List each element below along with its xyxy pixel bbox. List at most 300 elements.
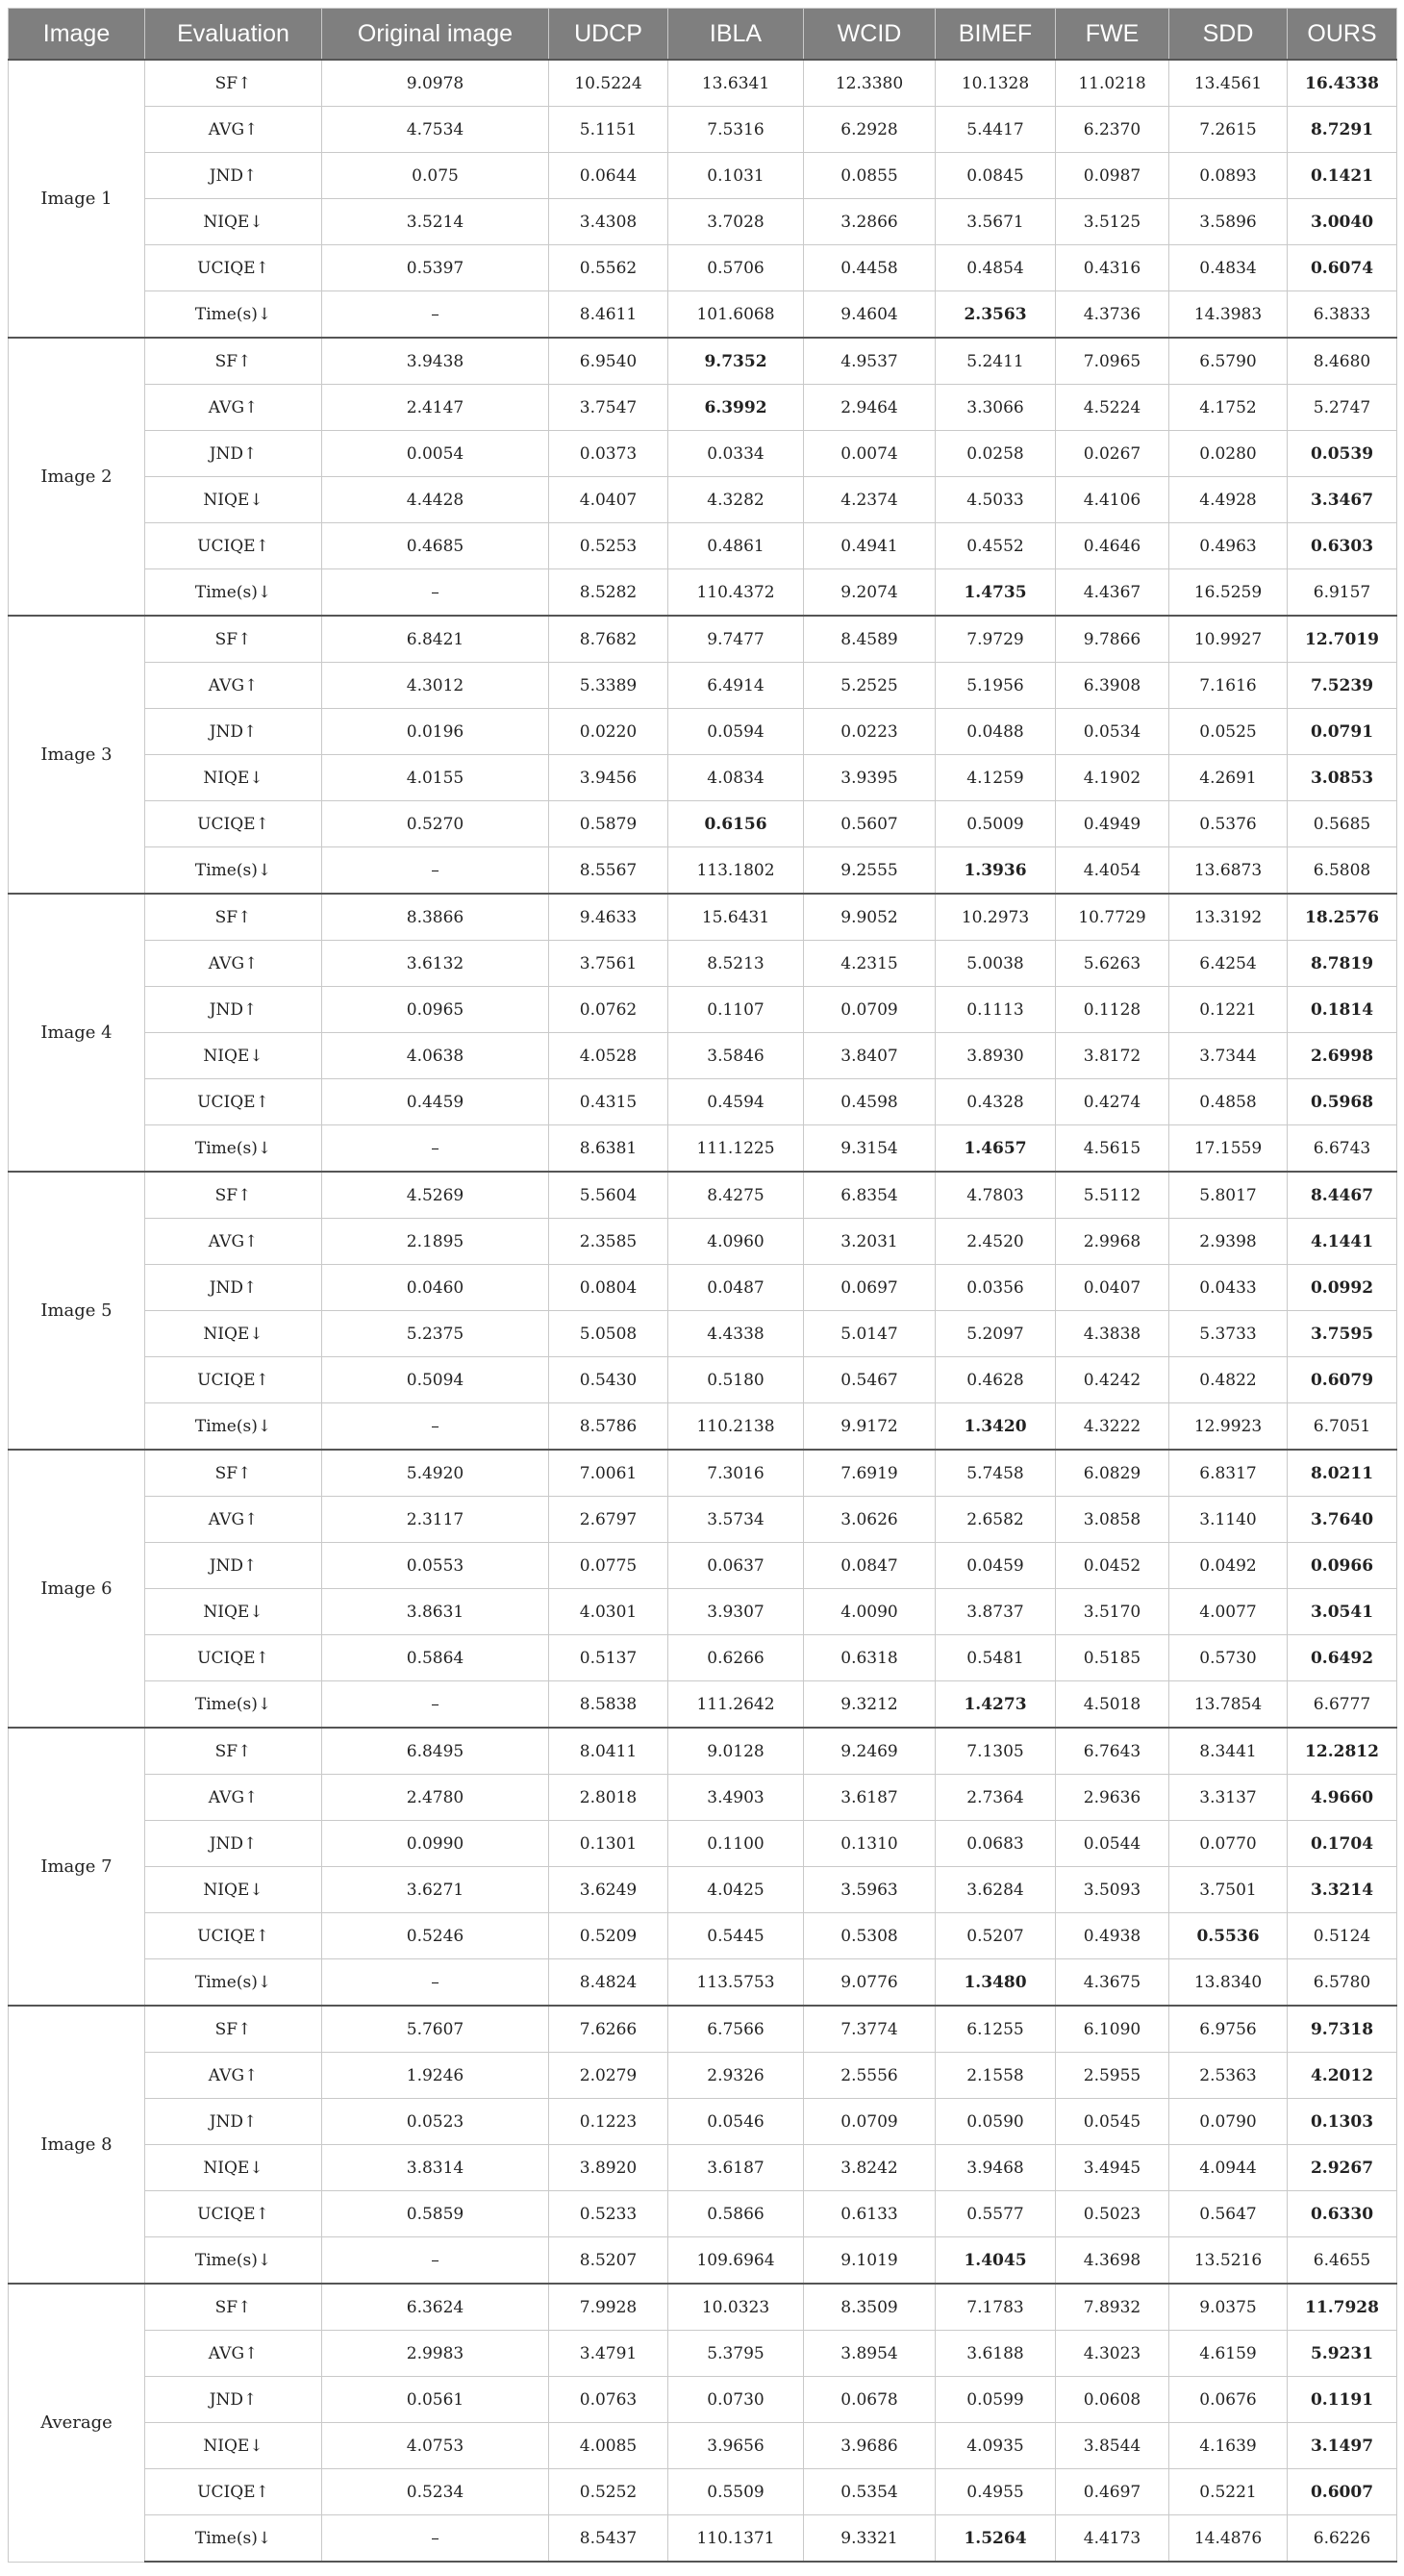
- value-cell: 5.2375: [322, 1311, 549, 1357]
- value-cell: 8.5838: [549, 1681, 668, 1729]
- value-cell: 0.5968: [1288, 1079, 1397, 1125]
- table-row: [9, 1172, 1397, 1219]
- value-cell: 0.5685: [1288, 801, 1397, 847]
- value-cell: 7.0061: [549, 1450, 668, 1497]
- value-cell: 2.9983: [322, 2331, 549, 2377]
- value-cell: 18.2576: [1288, 894, 1397, 941]
- metric-cell: Time(s)↓: [145, 1681, 322, 1729]
- value-cell: –: [322, 569, 549, 617]
- value-cell: 11.0218: [1056, 60, 1169, 107]
- value-cell: 0.0594: [668, 709, 804, 755]
- value-cell: 4.1639: [1169, 2423, 1288, 2469]
- value-cell: 3.0853: [1288, 755, 1397, 801]
- value-cell: 3.8930: [936, 1033, 1056, 1079]
- value-cell: 12.3380: [804, 60, 936, 107]
- value-cell: 9.4633: [549, 894, 668, 941]
- value-cell: 8.5437: [549, 2515, 668, 2563]
- metric-cell: JND↑: [145, 431, 322, 477]
- value-cell: 0.5221: [1169, 2469, 1288, 2515]
- value-cell: 0.5859: [322, 2191, 549, 2237]
- value-cell: 4.2315: [804, 941, 936, 987]
- metric-cell: SF↑: [145, 1728, 322, 1775]
- value-cell: 3.8737: [936, 1589, 1056, 1635]
- metric-cell: AVG↑: [145, 2053, 322, 2099]
- value-cell: 14.3983: [1169, 291, 1288, 339]
- value-cell: 9.0375: [1169, 2284, 1288, 2331]
- value-cell: 7.0965: [1056, 338, 1169, 385]
- value-cell: 8.5786: [549, 1403, 668, 1451]
- value-cell: 0.0855: [804, 153, 936, 199]
- value-cell: 110.4372: [668, 569, 804, 617]
- table-row: [9, 2284, 1397, 2331]
- value-cell: 0.5308: [804, 1913, 936, 1959]
- value-cell: 3.7501: [1169, 1867, 1288, 1913]
- value-cell: –: [322, 847, 549, 895]
- value-cell: 0.0460: [322, 1265, 549, 1311]
- metric-cell: NIQE↓: [145, 1311, 322, 1357]
- table-row: [9, 1775, 1397, 1821]
- value-cell: 0.6266: [668, 1635, 804, 1681]
- value-cell: –: [322, 1959, 549, 2007]
- table-row: [9, 107, 1397, 153]
- value-cell: 2.3117: [322, 1497, 549, 1543]
- value-cell: 0.1191: [1288, 2377, 1397, 2423]
- value-cell: 2.8018: [549, 1775, 668, 1821]
- group-label: Image 3: [9, 616, 145, 894]
- value-cell: 8.4611: [549, 291, 668, 339]
- value-cell: 4.4367: [1056, 569, 1169, 617]
- value-cell: 0.0590: [936, 2099, 1056, 2145]
- value-cell: 0.0775: [549, 1543, 668, 1589]
- value-cell: 3.3137: [1169, 1775, 1288, 1821]
- value-cell: 12.2812: [1288, 1728, 1397, 1775]
- metric-cell: SF↑: [145, 338, 322, 385]
- value-cell: 8.7291: [1288, 107, 1397, 153]
- value-cell: 2.6998: [1288, 1033, 1397, 1079]
- value-cell: 7.1616: [1169, 663, 1288, 709]
- value-cell: 5.1151: [549, 107, 668, 153]
- value-cell: 3.4791: [549, 2331, 668, 2377]
- value-cell: 4.0638: [322, 1033, 549, 1079]
- value-cell: 4.0944: [1169, 2145, 1288, 2191]
- value-cell: 3.5125: [1056, 199, 1169, 245]
- value-cell: 13.8340: [1169, 1959, 1288, 2007]
- value-cell: 2.0279: [549, 2053, 668, 2099]
- value-cell: 0.4242: [1056, 1357, 1169, 1403]
- table-row: [9, 1543, 1397, 1589]
- table-row: [9, 1450, 1397, 1497]
- group-label: Image 2: [9, 338, 145, 616]
- value-cell: 0.4315: [549, 1079, 668, 1125]
- table-body: [9, 60, 1397, 2562]
- value-cell: 2.9464: [804, 385, 936, 431]
- value-cell: 7.6266: [549, 2006, 668, 2053]
- value-cell: 0.4955: [936, 2469, 1056, 2515]
- metric-cell: Time(s)↓: [145, 1403, 322, 1451]
- value-cell: 3.0541: [1288, 1589, 1397, 1635]
- value-cell: 13.7854: [1169, 1681, 1288, 1729]
- value-cell: 0.0487: [668, 1265, 804, 1311]
- table-row: [9, 569, 1397, 617]
- value-cell: 2.9267: [1288, 2145, 1397, 2191]
- value-cell: 3.6132: [322, 941, 549, 987]
- value-cell: 4.0077: [1169, 1589, 1288, 1635]
- value-cell: 6.7643: [1056, 1728, 1169, 1775]
- value-cell: 6.0829: [1056, 1450, 1169, 1497]
- value-cell: 0.0676: [1169, 2377, 1288, 2423]
- value-cell: 0.0220: [549, 709, 668, 755]
- metric-cell: UCIQE↑: [145, 1357, 322, 1403]
- table-row: [9, 60, 1397, 107]
- value-cell: 0.1223: [549, 2099, 668, 2145]
- value-cell: 8.6381: [549, 1125, 668, 1173]
- value-cell: 2.9968: [1056, 1219, 1169, 1265]
- value-cell: 7.9729: [936, 616, 1056, 663]
- value-cell: 4.7534: [322, 107, 549, 153]
- value-cell: 8.4275: [668, 1172, 804, 1219]
- value-cell: 0.075: [322, 153, 549, 199]
- table-row: [9, 1959, 1397, 2007]
- value-cell: 0.5467: [804, 1357, 936, 1403]
- metric-cell: JND↑: [145, 1821, 322, 1867]
- value-cell: 6.8495: [322, 1728, 549, 1775]
- value-cell: 4.1259: [936, 755, 1056, 801]
- value-cell: 3.3467: [1288, 477, 1397, 523]
- value-cell: 0.1310: [804, 1821, 936, 1867]
- value-cell: 1.3480: [936, 1959, 1056, 2007]
- metric-cell: JND↑: [145, 1543, 322, 1589]
- value-cell: 0.5023: [1056, 2191, 1169, 2237]
- metric-cell: AVG↑: [145, 941, 322, 987]
- value-cell: 0.5445: [668, 1913, 804, 1959]
- value-cell: 5.2525: [804, 663, 936, 709]
- value-cell: 2.3585: [549, 1219, 668, 1265]
- value-cell: 4.1902: [1056, 755, 1169, 801]
- table-row: [9, 1913, 1397, 1959]
- value-cell: 6.6777: [1288, 1681, 1397, 1729]
- value-cell: 13.6873: [1169, 847, 1288, 895]
- value-cell: 2.5556: [804, 2053, 936, 2099]
- value-cell: 3.6187: [668, 2145, 804, 2191]
- value-cell: 3.4308: [549, 199, 668, 245]
- value-cell: 0.5253: [549, 523, 668, 569]
- value-cell: 6.8354: [804, 1172, 936, 1219]
- value-cell: 6.2928: [804, 107, 936, 153]
- value-cell: 9.0128: [668, 1728, 804, 1775]
- table-row: [9, 1589, 1397, 1635]
- value-cell: 3.6187: [804, 1775, 936, 1821]
- metric-cell: JND↑: [145, 1265, 322, 1311]
- value-cell: 110.1371: [668, 2515, 804, 2563]
- value-cell: 0.1031: [668, 153, 804, 199]
- group-label: Average: [9, 2284, 145, 2562]
- value-cell: 4.2691: [1169, 755, 1288, 801]
- value-cell: 111.2642: [668, 1681, 804, 1729]
- col-header-ours: OURS: [1288, 9, 1397, 61]
- value-cell: 0.0965: [322, 987, 549, 1033]
- value-cell: 3.7595: [1288, 1311, 1397, 1357]
- value-cell: 0.0845: [936, 153, 1056, 199]
- col-header-original-image: Original image: [322, 9, 549, 61]
- value-cell: 6.1255: [936, 2006, 1056, 2053]
- value-cell: 0.1814: [1288, 987, 1397, 1033]
- value-cell: 11.7928: [1288, 2284, 1397, 2331]
- value-cell: 0.0762: [549, 987, 668, 1033]
- metric-cell: Time(s)↓: [145, 2237, 322, 2285]
- value-cell: 4.0528: [549, 1033, 668, 1079]
- value-cell: 8.4680: [1288, 338, 1397, 385]
- table-row: [9, 894, 1397, 941]
- metric-cell: JND↑: [145, 709, 322, 755]
- value-cell: 5.8017: [1169, 1172, 1288, 1219]
- table-row: [9, 1728, 1397, 1775]
- value-cell: 8.5282: [549, 569, 668, 617]
- value-cell: –: [322, 1125, 549, 1173]
- value-cell: 7.3774: [804, 2006, 936, 2053]
- value-cell: 7.5316: [668, 107, 804, 153]
- value-cell: 3.7561: [549, 941, 668, 987]
- value-cell: 0.5009: [936, 801, 1056, 847]
- value-cell: 3.4945: [1056, 2145, 1169, 2191]
- value-cell: 6.1090: [1056, 2006, 1169, 2053]
- metric-cell: JND↑: [145, 987, 322, 1033]
- value-cell: 113.1802: [668, 847, 804, 895]
- value-cell: 6.4655: [1288, 2237, 1397, 2285]
- value-cell: 3.0626: [804, 1497, 936, 1543]
- value-cell: 111.1225: [668, 1125, 804, 1173]
- value-cell: –: [322, 2515, 549, 2563]
- value-cell: 0.0553: [322, 1543, 549, 1589]
- metric-cell: UCIQE↑: [145, 523, 322, 569]
- table-row: [9, 1265, 1397, 1311]
- value-cell: 0.4822: [1169, 1357, 1288, 1403]
- value-cell: 0.0678: [804, 2377, 936, 2423]
- value-cell: 0.5577: [936, 2191, 1056, 2237]
- metric-cell: JND↑: [145, 2377, 322, 2423]
- metric-cell: NIQE↓: [145, 477, 322, 523]
- table-row: [9, 431, 1397, 477]
- col-header-bimef: BIMEF: [936, 9, 1056, 61]
- metric-cell: AVG↑: [145, 1775, 322, 1821]
- value-cell: 0.5481: [936, 1635, 1056, 1681]
- value-cell: 0.1421: [1288, 153, 1397, 199]
- value-cell: 0.4316: [1056, 245, 1169, 291]
- col-header-ibla: IBLA: [668, 9, 804, 61]
- value-cell: 0.0847: [804, 1543, 936, 1589]
- value-cell: 0.0730: [668, 2377, 804, 2423]
- table-row: [9, 1219, 1397, 1265]
- value-cell: 0.4963: [1169, 523, 1288, 569]
- value-cell: 0.5647: [1169, 2191, 1288, 2237]
- value-cell: 7.6919: [804, 1450, 936, 1497]
- value-cell: 0.5376: [1169, 801, 1288, 847]
- value-cell: 2.9636: [1056, 1775, 1169, 1821]
- value-cell: 5.0147: [804, 1311, 936, 1357]
- value-cell: 5.3795: [668, 2331, 804, 2377]
- value-cell: 0.5124: [1288, 1913, 1397, 1959]
- value-cell: 6.4914: [668, 663, 804, 709]
- value-cell: 0.1221: [1169, 987, 1288, 1033]
- value-cell: 3.4903: [668, 1775, 804, 1821]
- value-cell: 4.4054: [1056, 847, 1169, 895]
- table-row: [9, 801, 1397, 847]
- value-cell: 0.0697: [804, 1265, 936, 1311]
- table-row: [9, 199, 1397, 245]
- value-cell: 13.4561: [1169, 60, 1288, 107]
- value-cell: 7.3016: [668, 1450, 804, 1497]
- value-cell: 3.5170: [1056, 1589, 1169, 1635]
- value-cell: 8.4589: [804, 616, 936, 663]
- value-cell: 6.9756: [1169, 2006, 1288, 2053]
- value-cell: 2.6797: [549, 1497, 668, 1543]
- value-cell: 9.0978: [322, 60, 549, 107]
- metric-cell: SF↑: [145, 894, 322, 941]
- value-cell: –: [322, 1681, 549, 1729]
- table-row: [9, 477, 1397, 523]
- value-cell: 0.4552: [936, 523, 1056, 569]
- metric-cell: Time(s)↓: [145, 1959, 322, 2007]
- value-cell: 6.3833: [1288, 291, 1397, 339]
- value-cell: 17.1559: [1169, 1125, 1288, 1173]
- table-row: [9, 1403, 1397, 1451]
- value-cell: 9.7866: [1056, 616, 1169, 663]
- value-cell: 0.0525: [1169, 709, 1288, 755]
- value-cell: 3.1140: [1169, 1497, 1288, 1543]
- metric-cell: SF↑: [145, 616, 322, 663]
- metric-cell: NIQE↓: [145, 1867, 322, 1913]
- value-cell: 0.5706: [668, 245, 804, 291]
- group-label: Image 1: [9, 60, 145, 338]
- value-cell: 0.0534: [1056, 709, 1169, 755]
- value-cell: 4.4106: [1056, 477, 1169, 523]
- value-cell: 0.0546: [668, 2099, 804, 2145]
- value-cell: 3.8314: [322, 2145, 549, 2191]
- value-cell: 8.7819: [1288, 941, 1397, 987]
- value-cell: 0.5252: [549, 2469, 668, 2515]
- metric-cell: UCIQE↑: [145, 2469, 322, 2515]
- table-row: [9, 153, 1397, 199]
- value-cell: 2.1558: [936, 2053, 1056, 2099]
- value-cell: 3.6284: [936, 1867, 1056, 1913]
- value-cell: 0.4598: [804, 1079, 936, 1125]
- value-cell: 5.9231: [1288, 2331, 1397, 2377]
- group-label: Image 7: [9, 1728, 145, 2006]
- value-cell: 4.5018: [1056, 1681, 1169, 1729]
- table-row: [9, 338, 1397, 385]
- value-cell: 6.5808: [1288, 847, 1397, 895]
- metric-cell: SF↑: [145, 2284, 322, 2331]
- value-cell: 0.6303: [1288, 523, 1397, 569]
- value-cell: 1.3420: [936, 1403, 1056, 1451]
- value-cell: 3.5896: [1169, 199, 1288, 245]
- value-cell: 4.3675: [1056, 1959, 1169, 2007]
- value-cell: 8.3866: [322, 894, 549, 941]
- value-cell: 3.8242: [804, 2145, 936, 2191]
- value-cell: 2.4520: [936, 1219, 1056, 1265]
- value-cell: 3.5734: [668, 1497, 804, 1543]
- metric-cell: AVG↑: [145, 107, 322, 153]
- value-cell: –: [322, 1403, 549, 1451]
- value-cell: 2.9398: [1169, 1219, 1288, 1265]
- value-cell: 0.4458: [804, 245, 936, 291]
- value-cell: 0.6156: [668, 801, 804, 847]
- value-cell: 9.0776: [804, 1959, 936, 2007]
- value-cell: 0.5185: [1056, 1635, 1169, 1681]
- value-cell: 4.3222: [1056, 1403, 1169, 1451]
- value-cell: 0.1107: [668, 987, 804, 1033]
- group-label: Image 6: [9, 1450, 145, 1728]
- value-cell: 0.0459: [936, 1543, 1056, 1589]
- value-cell: 5.1956: [936, 663, 1056, 709]
- value-cell: 0.0893: [1169, 153, 1288, 199]
- value-cell: 5.7458: [936, 1450, 1056, 1497]
- value-cell: 0.6330: [1288, 2191, 1397, 2237]
- value-cell: 0.0373: [549, 431, 668, 477]
- value-cell: 1.4045: [936, 2237, 1056, 2285]
- value-cell: 4.0301: [549, 1589, 668, 1635]
- value-cell: –: [322, 2237, 549, 2285]
- value-cell: 0.4646: [1056, 523, 1169, 569]
- value-cell: 3.5214: [322, 199, 549, 245]
- value-cell: 3.6271: [322, 1867, 549, 1913]
- value-cell: –: [322, 291, 549, 339]
- value-cell: 0.4858: [1169, 1079, 1288, 1125]
- value-cell: 4.5224: [1056, 385, 1169, 431]
- value-cell: 8.3441: [1169, 1728, 1288, 1775]
- value-cell: 0.5233: [549, 2191, 668, 2237]
- value-cell: 4.1752: [1169, 385, 1288, 431]
- value-cell: 2.4780: [322, 1775, 549, 1821]
- value-cell: 13.5216: [1169, 2237, 1288, 2285]
- value-cell: 3.8172: [1056, 1033, 1169, 1079]
- value-cell: 0.0523: [322, 2099, 549, 2145]
- value-cell: 0.6492: [1288, 1635, 1397, 1681]
- value-cell: 12.7019: [1288, 616, 1397, 663]
- value-cell: 0.5180: [668, 1357, 804, 1403]
- value-cell: 3.9468: [936, 2145, 1056, 2191]
- table-row: [9, 987, 1397, 1033]
- metric-cell: Time(s)↓: [145, 291, 322, 339]
- value-cell: 0.6074: [1288, 245, 1397, 291]
- value-cell: 0.4685: [322, 523, 549, 569]
- metric-cell: SF↑: [145, 60, 322, 107]
- value-cell: 6.5780: [1288, 1959, 1397, 2007]
- metric-cell: Time(s)↓: [145, 569, 322, 617]
- value-cell: 0.1303: [1288, 2099, 1397, 2145]
- value-cell: 9.3154: [804, 1125, 936, 1173]
- value-cell: 6.6743: [1288, 1125, 1397, 1173]
- value-cell: 0.0258: [936, 431, 1056, 477]
- value-cell: 9.9052: [804, 894, 936, 941]
- value-cell: 0.0452: [1056, 1543, 1169, 1589]
- value-cell: 6.6226: [1288, 2515, 1397, 2563]
- value-cell: 1.3936: [936, 847, 1056, 895]
- metric-cell: UCIQE↑: [145, 245, 322, 291]
- value-cell: 4.5269: [322, 1172, 549, 1219]
- value-cell: 9.3212: [804, 1681, 936, 1729]
- value-cell: 110.2138: [668, 1403, 804, 1451]
- value-cell: 3.8631: [322, 1589, 549, 1635]
- col-header-sdd: SDD: [1169, 9, 1288, 61]
- value-cell: 3.5846: [668, 1033, 804, 1079]
- value-cell: 0.5094: [322, 1357, 549, 1403]
- table-row: [9, 1079, 1397, 1125]
- value-cell: 9.1019: [804, 2237, 936, 2285]
- value-cell: 8.0211: [1288, 1450, 1397, 1497]
- value-cell: 0.1301: [549, 1821, 668, 1867]
- metric-cell: Time(s)↓: [145, 1125, 322, 1173]
- value-cell: 10.0323: [668, 2284, 804, 2331]
